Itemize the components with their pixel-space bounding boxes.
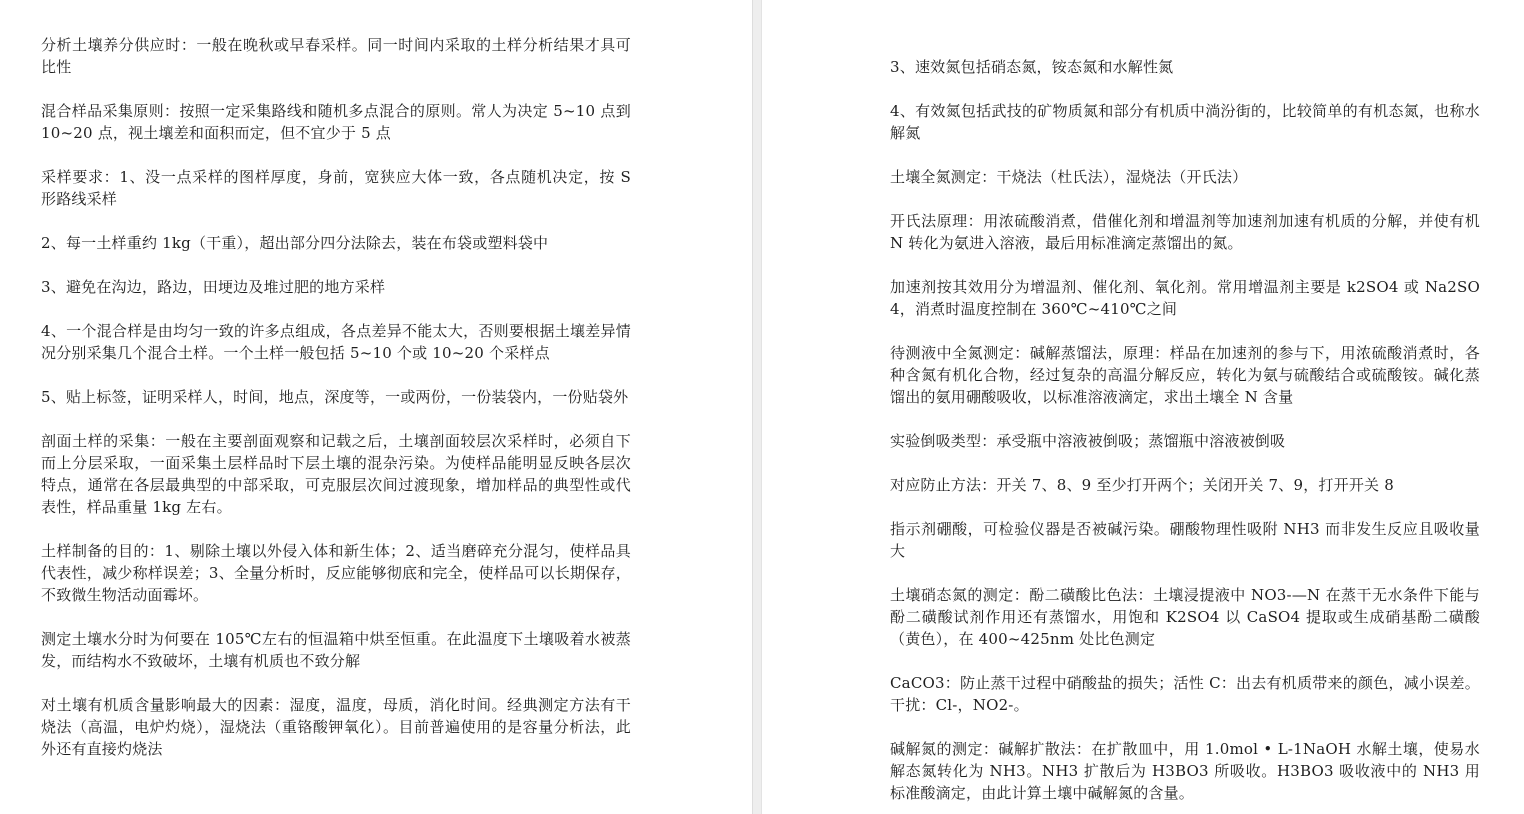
paragraph: 4、一个混合样是由均匀一致的许多点组成，各点差异不能太大，否则要根据土壤差异情况分别采集几个混合土样。一个土样一般包括 5~10 个或 10~20 个采样点 [41,322,631,362]
paragraph: 碱解氮的测定：碱解扩散法：在扩散皿中，用 1.0mol • L-1NaOH 水解土壤，使易水解态氮转化为 NH3。NH3 扩散后为 H3BO3 所吸收。H3BO3 吸收液中的 NH3 用标准酸滴定，由此计算土壤中碱解氮的含量。 [890,740,1480,802]
paragraph: 实验倒吸类型：承受瓶中溶液被倒吸；蒸馏瓶中溶液被倒吸 [890,432,1286,450]
paragraph: 加速剂按其效用分为增温剂、催化剂、氧化剂。常用增温剂主要是 k2SO4 或 Na2SO4，消煮时温度控制在 360℃~410℃之间 [890,278,1480,318]
paragraph: 混合样品采集原则：按照一定采集路线和随机多点混合的原则。常人为决定 5~10 点到 10~20 点，视土壤差和面积而定，但不宜少于 5 点 [41,102,631,142]
right-page [762,0,1524,814]
paragraph: 土壤全氮测定：干烧法（杜氏法），湿烧法（开氏法） [890,168,1248,186]
paragraph: 5、贴上标签，证明采样人，时间，地点，深度等，一或两份，一份装袋内，一份贴袋外 [41,388,629,406]
paragraph: 分析土壤养分供应时：一般在晚秋或早春采样。同一时间内采取的土样分析结果才具可比性 [41,36,631,76]
page-divider [752,0,762,814]
paragraph: 土壤硝态氮的测定：酚二磺酸比色法：土壤浸提液中 NO3-—N 在蒸干无水条件下能与酚二磺酸试剂作用还有蒸馏水，用饱和 K2SO4 以 CaSO4 提取或生成硝基酚二磺酸（黄色），在 400~425nm 处比色测定 [890,586,1480,648]
paragraph: 待测液中全氮测定：碱解蒸馏法，原理：样品在加速剂的参与下，用浓硫酸消煮时，各种含氮有机化合物，经过复杂的高温分解反应，转化为氨与硫酸结合或硫酸铵。碱化蒸馏出的氨用硼酸吸收，以标准溶液滴定，求出土壤全 N 含量 [890,344,1480,406]
paragraph: 3、避免在沟边，路边，田埂边及堆过肥的地方采样 [41,278,386,296]
paragraph: CaCO3：防止蒸干过程中硝酸盐的损失；活性 C：出去有机质带来的颜色，减小误差。干扰：Cl-，NO2-。 [890,674,1480,714]
paragraph: 测定土壤水分时为何要在 105℃左右的恒温箱中烘至恒重。在此温度下土壤吸着水被蒸发，而结构水不致破坏，土壤有机质也不致分解 [41,630,631,670]
paragraph: 土样制备的目的：1、剔除土壤以外侵入体和新生体；2、适当磨碎充分混匀，使样品具代表性，减少称样误差；3、全量分析时，反应能够彻底和完全，使样品可以长期保存，不致微生物活动面霉坏。 [41,542,631,604]
paragraph: 4、有效氮包括武技的矿物质氮和部分有机质中淌汾街的，比较简单的有机态氮，也称水解氮 [890,102,1480,142]
paragraph: 2、每一土样重约 1kg（干重），超出部分四分法除去，装在布袋或塑料袋中 [41,234,549,252]
paragraph: 3、速效氮包括硝态氮，铵态氮和水解性氮 [890,58,1174,76]
paragraph: 指示剂硼酸，可检验仪器是否被碱污染。硼酸物理性吸附 NH3 而非发生反应且吸收量大 [890,520,1480,560]
left-page [0,0,752,814]
paragraph: 开氏法原理：用浓硫酸消煮，借催化剂和增温剂等加速剂加速有机质的分解，并使有机 N 转化为氨进入溶液，最后用标准滴定蒸馏出的氮。 [890,212,1480,252]
paragraph: 对土壤有机质含量影响最大的因素：湿度，温度，母质，消化时间。经典测定方法有干烧法（高温，电炉灼烧），湿烧法（重铬酸钾氧化）。目前普遍使用的是容量分析法，此外还有直接灼烧法 [41,696,631,758]
paragraph: 对应防止方法：开关 7、8、9 至少打开两个；关闭开关 7、9，打开开关 8 [890,476,1394,494]
paragraph: 剖面土样的采集：一般在主要剖面观察和记载之后，土壤剖面较层次采样时，必须自下而上分层采取，一面采集土层样品时下层土壤的混杂污染。为使样品能明显反映各层次特点，通常在各层最典型的中部采取，可克服层次间过渡现象，增加样品的典型性或代表性，样品重量 1kg 左右。 [41,432,631,516]
paragraph: 采样要求：1、没一点采样的图样厚度，身前，宽狭应大体一致，各点随机决定，按 S 形路线采样 [41,168,631,208]
